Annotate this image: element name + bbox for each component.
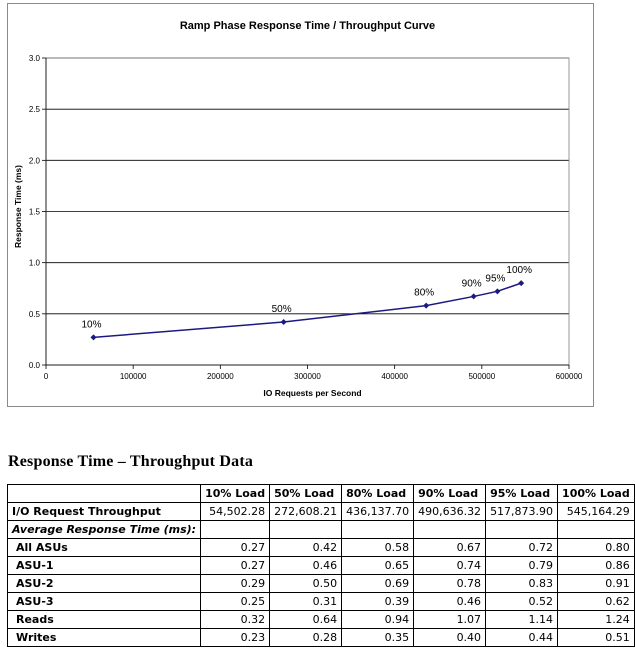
data-label: 95% — [485, 273, 506, 285]
table-row-label: ASU-2 — [8, 575, 201, 593]
table-row — [8, 611, 635, 629]
table-cell: 0.94 — [342, 611, 414, 629]
table-row — [8, 503, 635, 521]
table-cell: 0.46 — [414, 593, 486, 611]
table-cell: 0.72 — [486, 539, 558, 557]
table-column-header: 50% Load — [270, 485, 342, 503]
data-label: 80% — [414, 287, 435, 299]
data-point — [518, 280, 524, 286]
table-cell: 0.25 — [201, 593, 270, 611]
table-cell: 1.14 — [486, 611, 558, 629]
table-cell: 0.86 — [558, 557, 635, 575]
table-cell-empty — [486, 521, 558, 539]
table-row — [8, 575, 635, 593]
table-cell: 0.79 — [486, 557, 558, 575]
table-cell: 1.24 — [558, 611, 635, 629]
chart-svg — [8, 4, 595, 408]
table-row — [8, 629, 635, 647]
data-point — [423, 303, 429, 309]
table-header-row — [8, 485, 635, 503]
x-tick-label: 0 — [43, 372, 49, 381]
table-section-row — [8, 521, 635, 539]
table-column-header: 100% Load — [558, 485, 635, 503]
table-cell: 0.35 — [342, 629, 414, 647]
y-tick-label: 3.0 — [28, 54, 40, 63]
x-tick-label: 600000 — [555, 372, 583, 381]
table-cell: 0.28 — [270, 629, 342, 647]
table-cell: 0.44 — [486, 629, 558, 647]
table-cell: 0.31 — [270, 593, 342, 611]
table-cell: 545,164.29 — [558, 503, 635, 521]
table-cell-empty — [342, 521, 414, 539]
data-label: 50% — [271, 304, 292, 316]
table-cell: 0.42 — [270, 539, 342, 557]
table-cell-empty — [270, 521, 342, 539]
x-tick-label: 300000 — [294, 372, 321, 381]
table-cell-empty — [414, 521, 486, 539]
table-cell: 272,608.21 — [270, 503, 342, 521]
data-point — [91, 334, 97, 340]
table-row — [8, 557, 635, 575]
table-cell: 0.64 — [270, 611, 342, 629]
table-header-blank — [8, 485, 201, 503]
table-row-label: ASU-3 — [8, 593, 201, 611]
table-column-header: 90% Load — [414, 485, 486, 503]
table-column-header: 10% Load — [201, 485, 270, 503]
table-cell: 0.32 — [201, 611, 270, 629]
table-cell: 0.67 — [414, 539, 486, 557]
table-cell: 490,636.32 — [414, 503, 486, 521]
table-cell: 0.51 — [558, 629, 635, 647]
table-cell: 0.29 — [201, 575, 270, 593]
table-cell-empty — [558, 521, 635, 539]
data-point — [281, 319, 287, 325]
y-tick-label: 1.0 — [28, 258, 40, 268]
response-time-table — [7, 484, 635, 647]
table-cell: 0.52 — [486, 593, 558, 611]
chart-frame — [7, 3, 594, 407]
table-cell: 0.91 — [558, 575, 635, 593]
table-cell: 0.27 — [201, 539, 270, 557]
table-row — [8, 539, 635, 557]
table-column-header: 95% Load — [486, 485, 558, 503]
table-row-label: I/O Request Throughput — [8, 503, 201, 521]
table-cell: 0.50 — [270, 575, 342, 593]
table-cell: 0.83 — [486, 575, 558, 593]
table-cell: 0.65 — [342, 557, 414, 575]
y-tick-label: 0.5 — [28, 309, 40, 319]
x-tick-label: 500000 — [468, 372, 496, 381]
table-cell: 0.39 — [342, 593, 414, 611]
data-label: 10% — [81, 319, 102, 331]
table-cell: 0.58 — [342, 539, 414, 557]
table-cell: 0.27 — [201, 557, 270, 575]
table-cell: 0.23 — [201, 629, 270, 647]
y-tick-label: 0.0 — [28, 361, 40, 370]
table-cell: 517,873.90 — [486, 503, 558, 521]
section-title: Response Time – Throughput Data — [8, 453, 254, 470]
table-section-label: Average Response Time (ms): — [8, 521, 201, 539]
table-cell: 0.69 — [342, 575, 414, 593]
table-cell: 436,137.70 — [342, 503, 414, 521]
table-cell: 0.74 — [414, 557, 486, 575]
table-row-label: ASU-1 — [8, 557, 201, 575]
x-axis-label: IO Requests per Second — [263, 388, 362, 398]
table-cell: 54,502.28 — [201, 503, 270, 521]
table-cell-empty — [201, 521, 270, 539]
x-tick-label: 100000 — [119, 372, 147, 381]
table-cell: 0.40 — [414, 629, 486, 647]
table-row — [8, 593, 635, 611]
x-tick-label: 400000 — [381, 372, 409, 381]
table-cell: 0.62 — [558, 593, 635, 611]
chart-title: Ramp Phase Response Time / Throughput Curve — [179, 20, 436, 32]
table-column-header: 80% Load — [342, 485, 414, 503]
series-line — [94, 283, 522, 337]
table-row-label: All ASUs — [8, 539, 201, 557]
table-row-label: Writes — [8, 629, 201, 647]
data-label: 100% — [506, 265, 532, 277]
data-point — [471, 293, 477, 299]
y-tick-label: 2.5 — [28, 105, 40, 115]
table-row-label: Reads — [8, 611, 201, 629]
y-tick-label: 1.5 — [28, 207, 40, 217]
y-axis-label: Response Time (ms) — [13, 165, 23, 248]
table-cell: 1.07 — [414, 611, 486, 629]
data-point — [494, 288, 500, 294]
data-label: 90% — [461, 278, 482, 290]
table-cell: 0.78 — [414, 575, 486, 593]
x-tick-label: 200000 — [206, 372, 234, 381]
table-cell: 0.46 — [270, 557, 342, 575]
table-cell: 0.80 — [558, 539, 635, 557]
y-tick-label: 2.0 — [28, 156, 40, 166]
